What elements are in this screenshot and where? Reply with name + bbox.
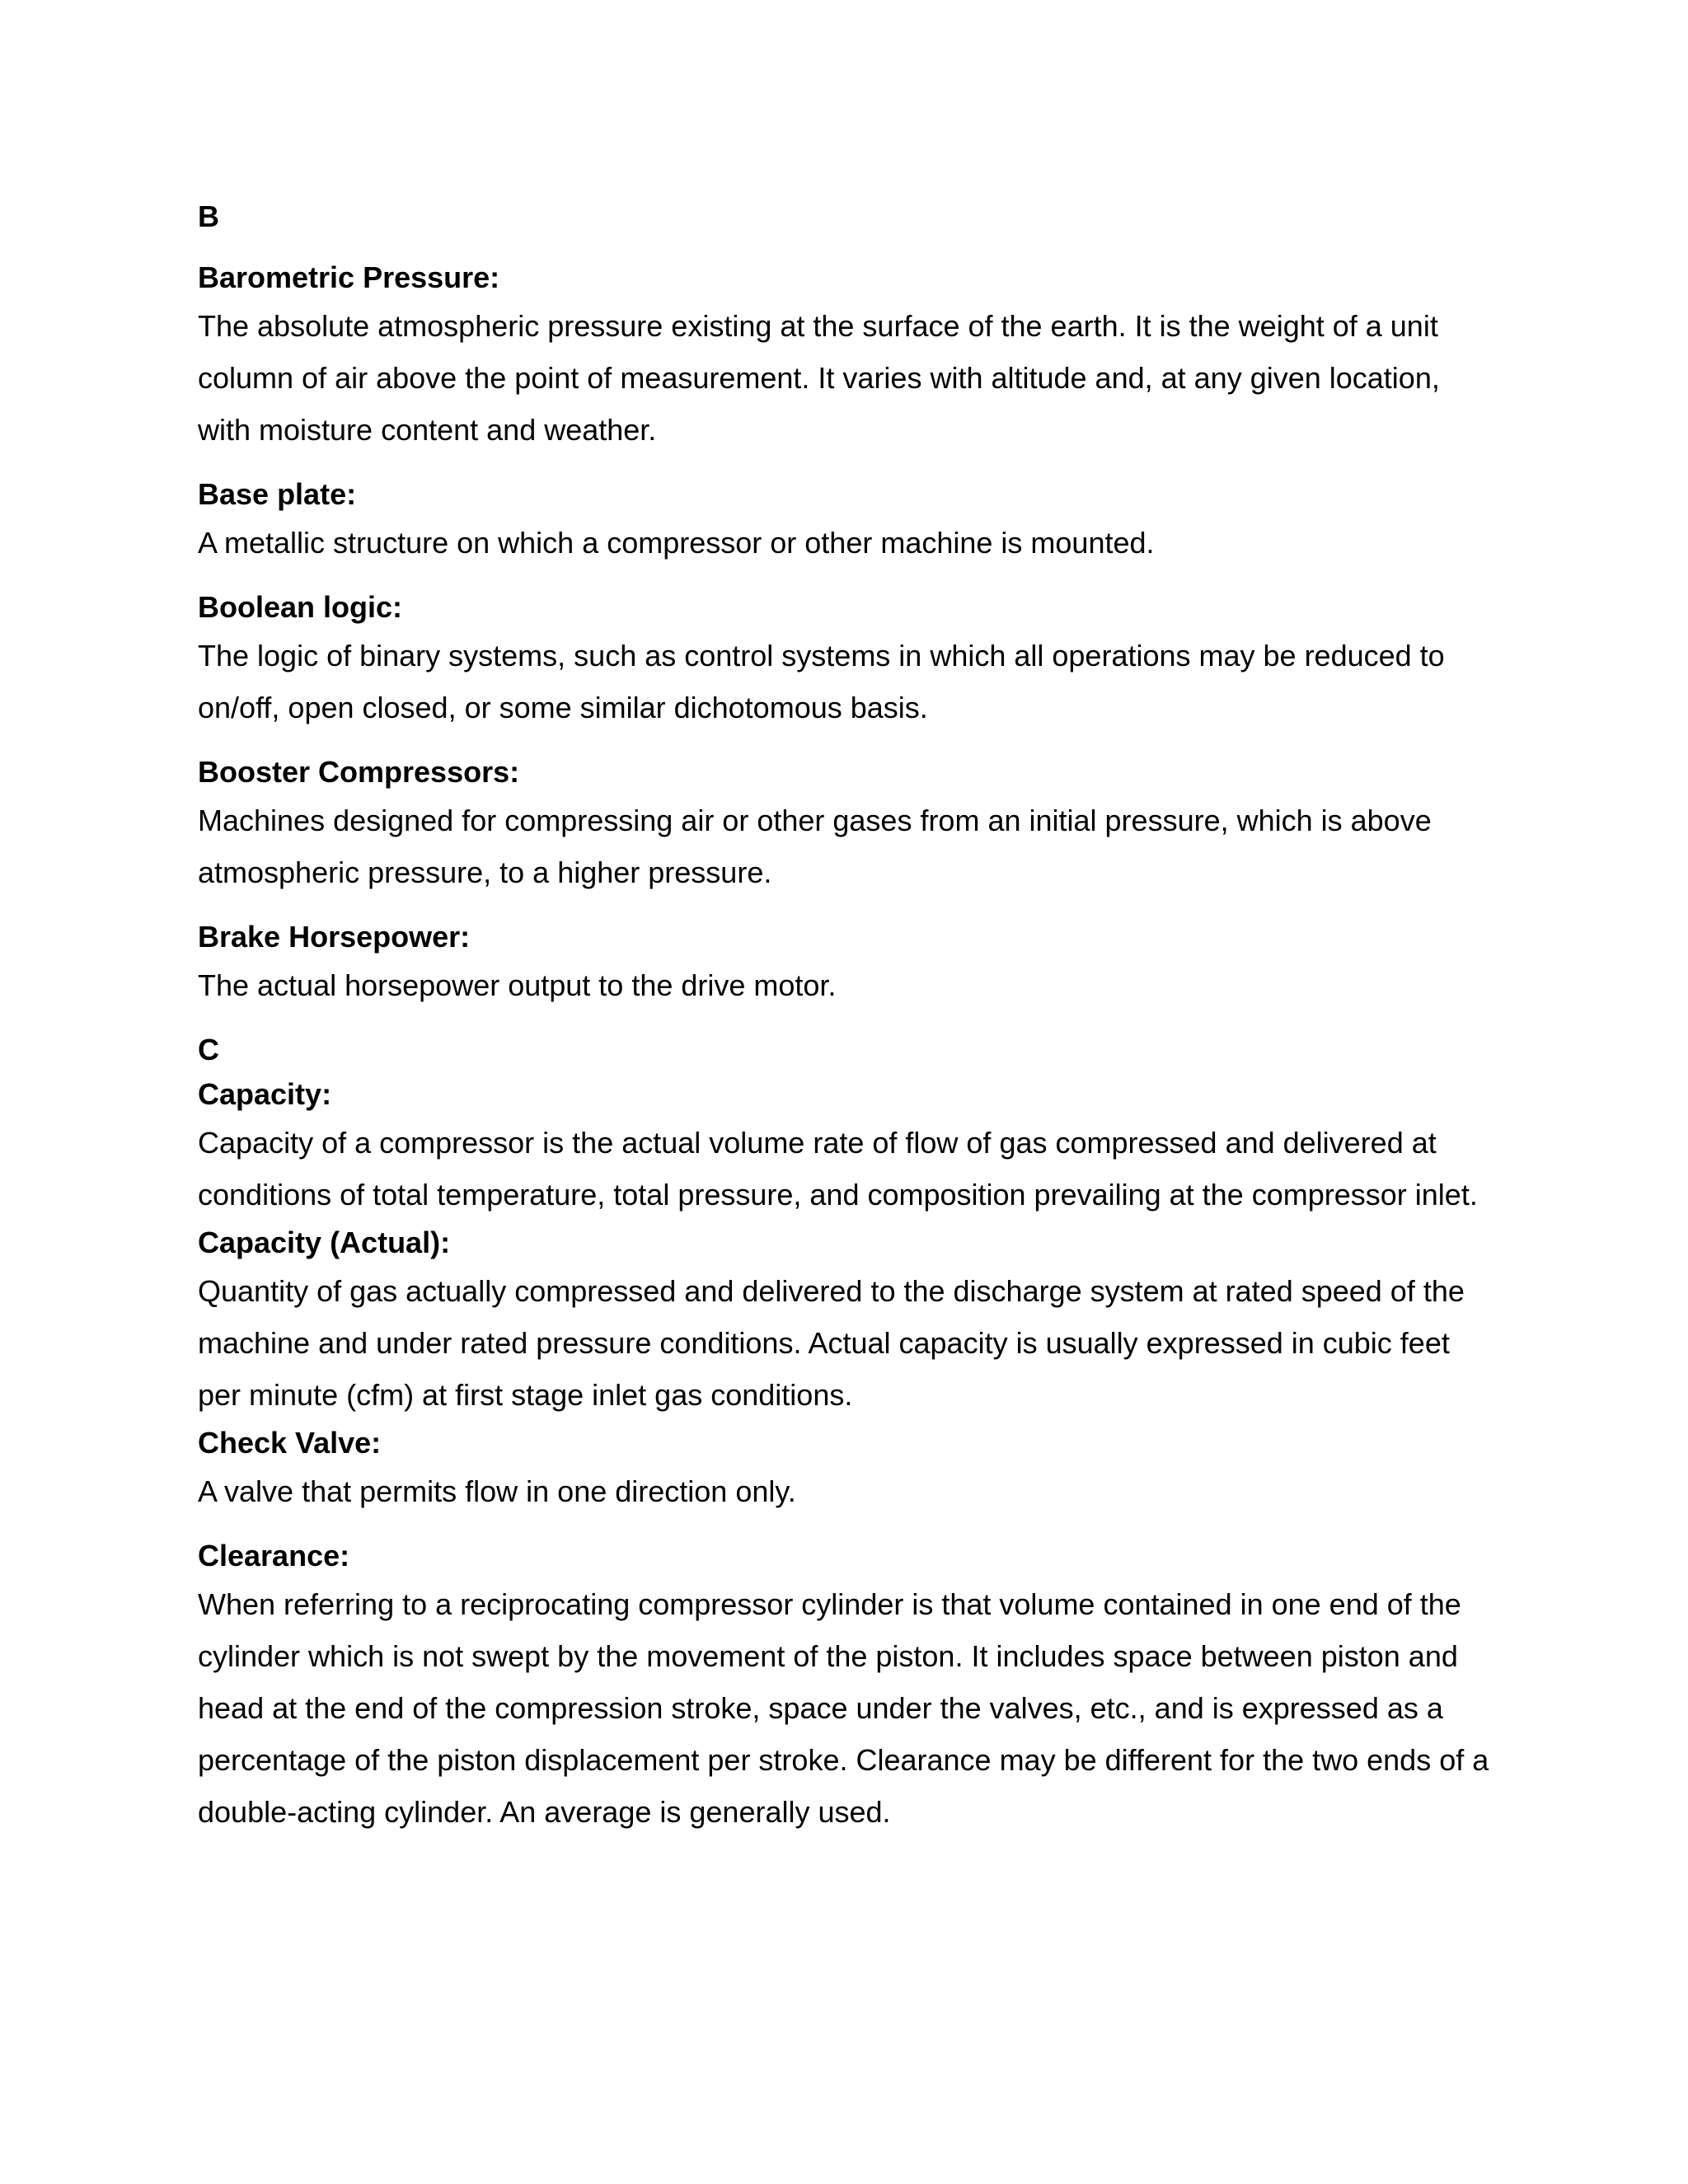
term-heading: Boolean logic: [198, 590, 403, 624]
entry-barometric-pressure [198, 255, 1500, 456]
entry-brake-horsepower [198, 915, 1500, 1011]
glossary-page [198, 194, 1500, 1838]
term-definition: A valve that permits flow in one direction only. [198, 1474, 796, 1508]
term-definition: The actual horsepower output to the drive motor. [198, 968, 837, 1002]
term-heading: Base plate: [198, 477, 357, 511]
entry-clearance [198, 1534, 1500, 1838]
term-heading: Clearance: [198, 1539, 350, 1572]
entry-check-valve [198, 1421, 1500, 1517]
entry-capacity [198, 1072, 1500, 1221]
term-heading: Barometric Pressure: [198, 260, 500, 294]
term-definition: The absolute atmospheric pressure existing at the surface of the earth. It is the weight of a unit column of air above the point of measurement. It varies with altitude and, at any given location, with moisture content and weather. [198, 309, 1440, 447]
entry-boolean-logic [198, 585, 1500, 733]
term-definition: Quantity of gas actually compressed and delivered to the discharge system at rated speed of the machine and under rated pressure conditions. Actual capacity is usually expressed in cubic feet per minute (cfm) at first stage inlet gas conditions. [198, 1274, 1465, 1412]
entry-capacity-actual [198, 1221, 1500, 1421]
term-definition: Capacity of a compressor is the actual volume rate of flow of gas compressed and delivered at conditions of total temperature, total pressure, and composition prevailing at the compressor inlet. [198, 1126, 1478, 1212]
entry-base-plate [198, 472, 1500, 569]
term-heading: Booster Compressors: [198, 755, 520, 789]
term-definition: When referring to a reciprocating compressor cylinder is that volume contained in one end of the cylinder which is not swept by the movement of the piston. It includes space between piston and head at the end of the compression stroke, space under the valves, etc., and is expressed as a percentage of the piston displacement per stroke. Clearance may be different for the two ends of a double-acting cylinder. An average is generally used. [198, 1587, 1489, 1829]
entry-booster-compressors [198, 750, 1500, 898]
term-heading: Capacity: [198, 1077, 332, 1111]
term-definition: Machines designed for compressing air or other gases from an initial pressure, which is above atmospheric pressure, to a higher pressure. [198, 804, 1432, 889]
term-definition: A metallic structure on which a compressor or other machine is mounted. [198, 526, 1155, 560]
term-heading: Check Valve: [198, 1426, 382, 1460]
term-heading: Capacity (Actual): [198, 1226, 451, 1259]
section-letter-b: B [198, 199, 219, 233]
term-heading: Brake Horsepower: [198, 920, 471, 954]
term-definition: The logic of binary systems, such as control systems in which all operations may be reduced to on/off, open closed, or some similar dichotomous basis. [198, 639, 1445, 724]
section-letter-c: C [198, 1033, 219, 1066]
